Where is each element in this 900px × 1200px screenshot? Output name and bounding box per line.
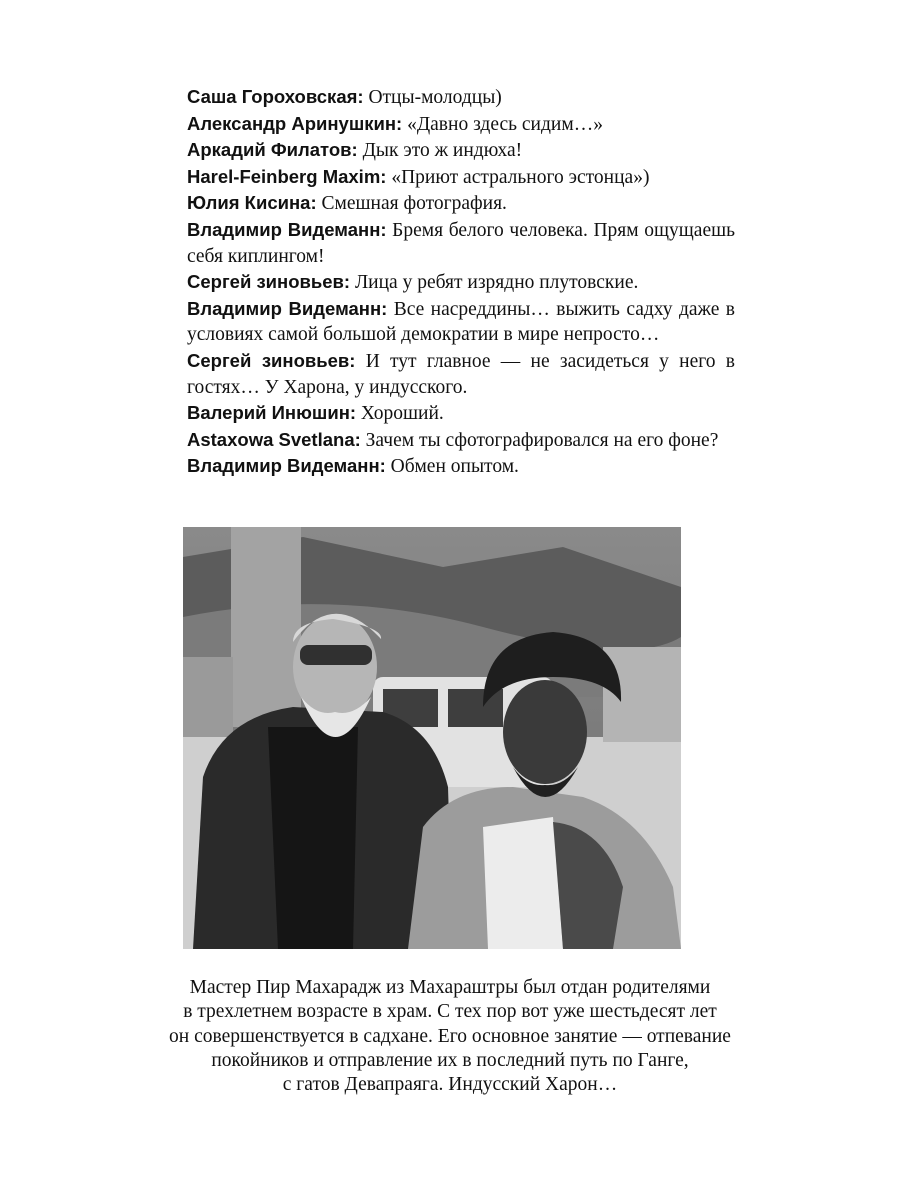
comment-author: Сергей зиновьев: <box>187 271 351 293</box>
comment-list <box>187 84 735 480</box>
comment <box>187 453 735 480</box>
man-right-cloth <box>483 817 563 949</box>
comment-text: Бремя белого человека. Прям ощущаешь себя киплингом! <box>187 219 736 267</box>
caption-line: он совершенствуется в садхане. Его основное занятие — отпевание <box>169 1025 731 1047</box>
comment <box>187 427 735 454</box>
comment-text: Обмен опытом. <box>385 456 519 478</box>
comment-author: Сергей зиновьев: <box>187 349 356 371</box>
photo-two-men <box>183 527 681 949</box>
comment-author: Аркадий Филатов: <box>187 139 358 161</box>
comment <box>187 84 735 111</box>
comment-author: Harel-Feinberg Maxim: <box>187 165 387 187</box>
comment-author: Владимир Видеманн: <box>187 218 387 240</box>
comment-author: Владимир Видеманн: <box>187 455 386 477</box>
comment-author: Александр Аринушкин: <box>187 112 403 134</box>
comment <box>187 164 735 191</box>
comment-author: Саша Гороховская: <box>187 86 364 107</box>
comment-text: «Давно здесь сидим…» <box>402 113 603 135</box>
comment-author: Валерий Инюшин: <box>187 402 357 424</box>
man-left-shirt <box>268 727 358 949</box>
man-right-face <box>503 680 587 784</box>
comment-text: Лица у ребят изрядно плутовские. <box>350 272 639 294</box>
caption-line: с гатов Девапраяга. Индусский Харон… <box>282 1074 618 1096</box>
comment <box>187 296 735 348</box>
photo-illustration <box>183 527 681 949</box>
comment-author: Юлия Кисина: <box>187 192 317 214</box>
comment <box>187 348 735 400</box>
jeep-window <box>448 689 503 727</box>
comment <box>187 400 735 427</box>
comment-text: Все насреддины… выжить садху даже в условиях самой большой демократии в мире непросто… <box>187 298 736 346</box>
caption-line: покойников и отправление их в последний путь по Ганге, <box>211 1049 689 1071</box>
comment <box>187 269 735 296</box>
comment-text: И тут главное — не засидеться у него в гостях… У Харона, у индусского. <box>187 350 735 398</box>
comment <box>187 217 735 269</box>
caption-line: в трехлетнем возрасте в храм. С тех пор вот уже шестьдесят лет <box>183 1001 717 1023</box>
comment-text: Зачем ты сфотографировался на его фоне? <box>360 429 719 451</box>
comment-text: Дык это ж индюха! <box>357 140 523 162</box>
comment-text: Смешная фотография. <box>316 193 507 215</box>
comment-text: «Приют астрального эстонца») <box>386 166 650 188</box>
comment-text: Хороший. <box>356 403 444 425</box>
comment-text: Отцы-молодцы) <box>363 87 502 108</box>
photo-caption <box>130 976 770 1097</box>
sunglasses <box>300 645 372 665</box>
comment-author: Astaxowa Svetlana: <box>187 428 361 450</box>
comment <box>187 190 735 217</box>
concrete-pillar <box>231 527 301 727</box>
comment <box>187 111 735 138</box>
comment <box>187 137 735 164</box>
building-left <box>183 657 233 737</box>
comment-author: Владимир Видеманн: <box>187 297 388 319</box>
caption-line: Мастер Пир Махарадж из Махараштры был отдан родителями <box>189 977 711 998</box>
